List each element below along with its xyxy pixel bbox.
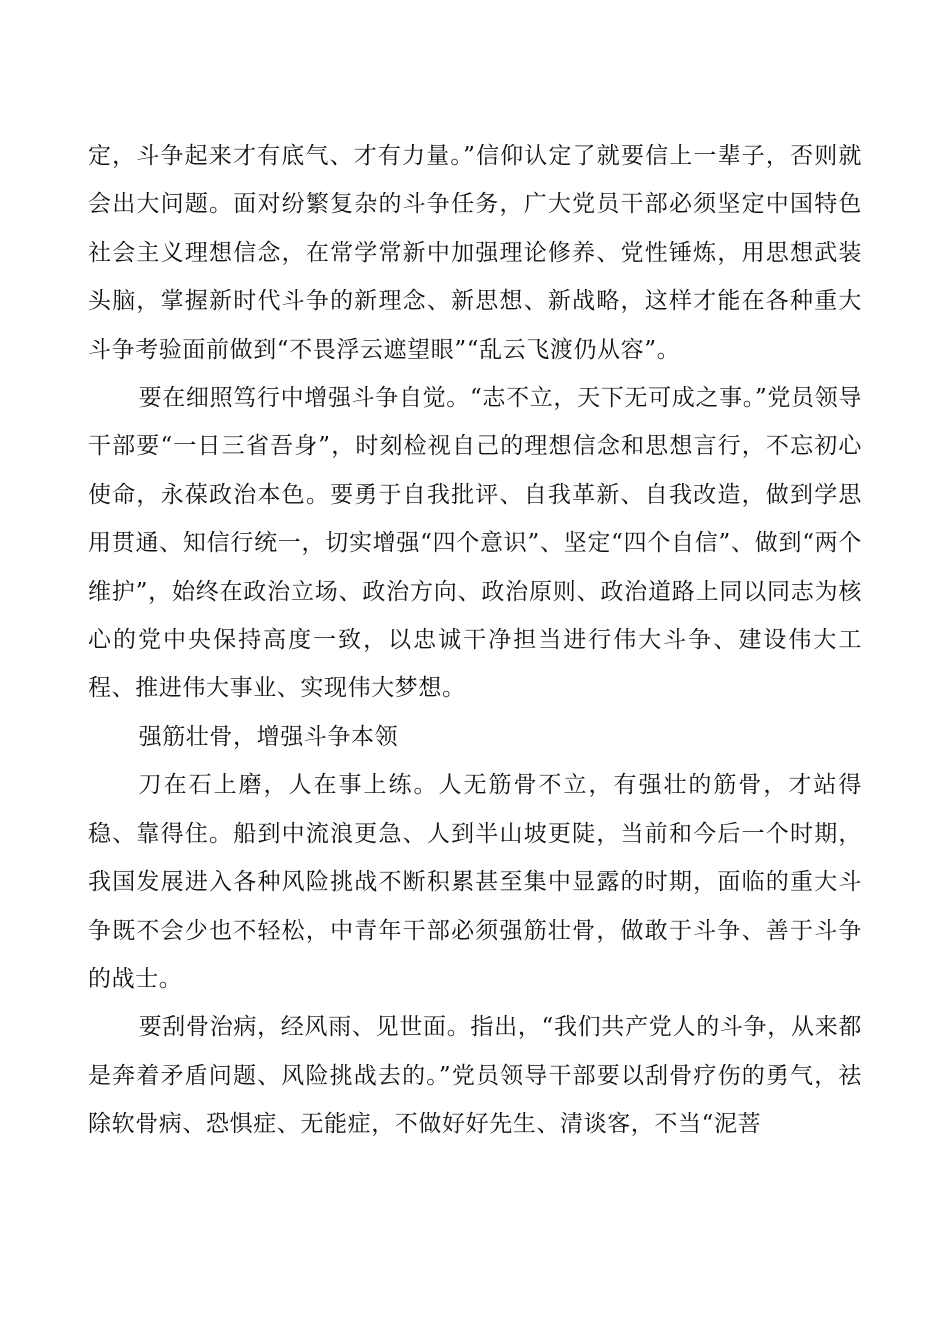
paragraph-strengthen-consciousness: 要在细照笃行中增强斗争自觉。“志不立，天下无可成之事。”党员领导干部要“一日三省吾身”，时刻检视自己的理想信念和思想言行，不忘初心使命，永葆政治本色。要勇于自我批评、自我革新、自我改造，做到学思用贯通、知信行统一，切实增强“四个意识”、坚定“四个自信”、做到“两个维护”，始终在政治立场、政治方向、政治原则、政治道路上同以同志为核心的党中央保持高度一致，以忠诚干净担当进行伟大斗争、建设伟大工程、推进伟大事业、实现伟大梦想。 [88, 385, 862, 702]
paragraph-strengthen-skills: 刀在石上磨，人在事上练。人无筋骨不立，有强壮的筋骨，才站得稳、靠得住。船到中流浪更急、人到半山坡更陡，当前和今后一个时期，我国发展进入各种风险挑战不断积累甚至集中显露的时期，面临的重大斗争既不会少也不轻松，中青年干部必须强筋壮骨，做敢于斗争、善于斗争的战士。 [88, 772, 862, 992]
paragraph-cure-disease: 要刮骨治病，经风雨、见世面。指出，“我们共产党人的斗争，从来都是奔着矛盾问题、风险挑战去的。”党员领导干部要以刮骨疗伤的勇气，祛除软骨病、恐惧症、无能症，不做好好先生、清谈客，不当“泥菩 [88, 1014, 862, 1138]
section-heading: 强筋壮骨，增强斗争本领 [138, 723, 399, 750]
paragraph-continuation: 定，斗争起来才有底气、才有力量。”信仰认定了就要信上一辈子，否则就会出大问题。面对纷繁复杂的斗争任务，广大党员干部必须坚定中国特色社会主义理想信念，在常学常新中加强理论修养、党性锤炼，用思想武装头脑，掌握新时代斗争的新理念、新思想、新战略，这样才能在各种重大斗争考验面前做到“不畏浮云遮望眼”“乱云飞渡仍从容”。 [88, 143, 862, 363]
document-body [88, 132, 862, 1149]
